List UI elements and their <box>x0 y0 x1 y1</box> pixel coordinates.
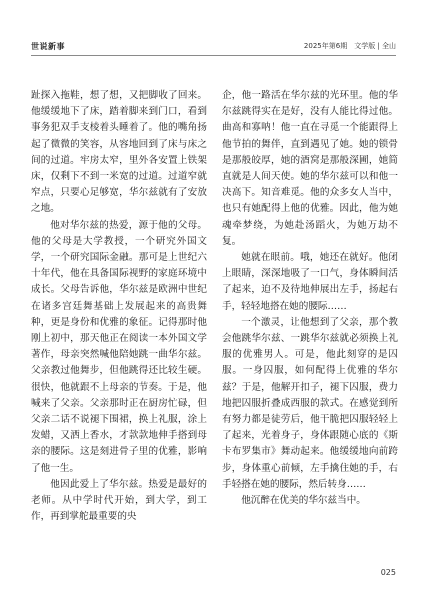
right-text-column <box>222 88 398 509</box>
magazine-logo: 世说新事 <box>31 42 65 51</box>
paragraph: 他因此爱上了华尔兹。热爱是最好的老师。从中学时代开始，到大学，到工作，再到掌舵最重要的央 <box>31 478 207 523</box>
page-header <box>31 41 396 56</box>
paragraph: 他沉醉在优美的华尔兹当中。 <box>241 495 366 507</box>
paragraph: 她就在眼前。哦，她还在就好。他闭上眼睛，深深地吸了一口气，身体瞬间活了起来，迫不及待地伸展出左手，扬起右手，轻轻地搭在她的腰际…… <box>222 252 398 312</box>
paragraph-continued: 趾探入拖鞋，想了想，又把脚收了回来。他缓缓地下了床，踏着脚来到门口，看到事务犯双手支棱着头睡着了。他的嘴角扬起了微微的笑容，从容地回到了床与床之间的过道。牢房太窄，里外各安置上铁架床，仅剩下不到一米宽的过道。过道窄就窄点，只要心足够宽，华尔兹就有了安放之地。 <box>31 90 207 215</box>
page-number: 025 <box>380 568 396 577</box>
paragraph: 他对华尔兹的热爱，源于他的父母。他的父母是大学教授，一个研究外国文学，一个研究国际金融。那可是上世纪六十年代，他在具备国际视野的家庭环境中成长。父母告诉他，华尔兹是欧洲中世纪在诸多宫廷舞基础上发展起来的高贵舞种，更是身份和优雅的象征。记得那时他刚上初中，那天他正在阅读一本外国文学著作，母亲突然喊他陪她跳一曲华尔兹。父亲教过他舞步，但他跳得还比较生硬。很快，他就跟不上母亲的节奏。于是，他喊来了父亲。父亲那时正在厨房忙碌，但父亲二话不说褪下围裙，换上礼服，涂上发蜡，又洒上香水，才款款地伸手搭到母亲的腰际。这是刻进骨子里的优雅，影响了他一生。 <box>31 219 207 474</box>
paragraph-continued: 企，他一路活在华尔兹的光环里。他的华尔兹跳得实在是好，没有人能比得过他。曲高和寡呐！他一直在寻觅一个能跟得上他节拍的舞伴，直到遇见了她。她的锁骨是那般皎厚，她的酒窝是那般深圃，她简直就是人间天使。她的华尔兹可以和他一决高下。知音难觅。他的众多女人当中，也只有她配得上他的优雅。因此，他为她魂牵梦绕，为她赴汤蹈火，为她万劫不复。 <box>222 90 398 247</box>
paragraph: 一个激灵，让他想到了父亲，那个教会他跳华尔兹、一跳华尔兹就必须换上礼服的优雅男人。可是，他此刻穿的是囚服。一身囚服，如何配得上优雅的华尔兹？于是，他解开扣子，褪下囚服，费力地把囚服折叠成西服的款式。在感觉到所有努力都是徒劳后，他干脆把囚服轻轻上了起来，光着身子，身体跟随心底的《斯卡布罗集市》舞动起来。他缓缓地向前跨步，身体重心前倾，左手擒住她的手，右手轻搭在她的腰际，然后转身…… <box>222 316 398 490</box>
issue-info: 2025年第6期 文学版 | 全山 <box>303 42 396 50</box>
left-text-column <box>31 88 207 525</box>
